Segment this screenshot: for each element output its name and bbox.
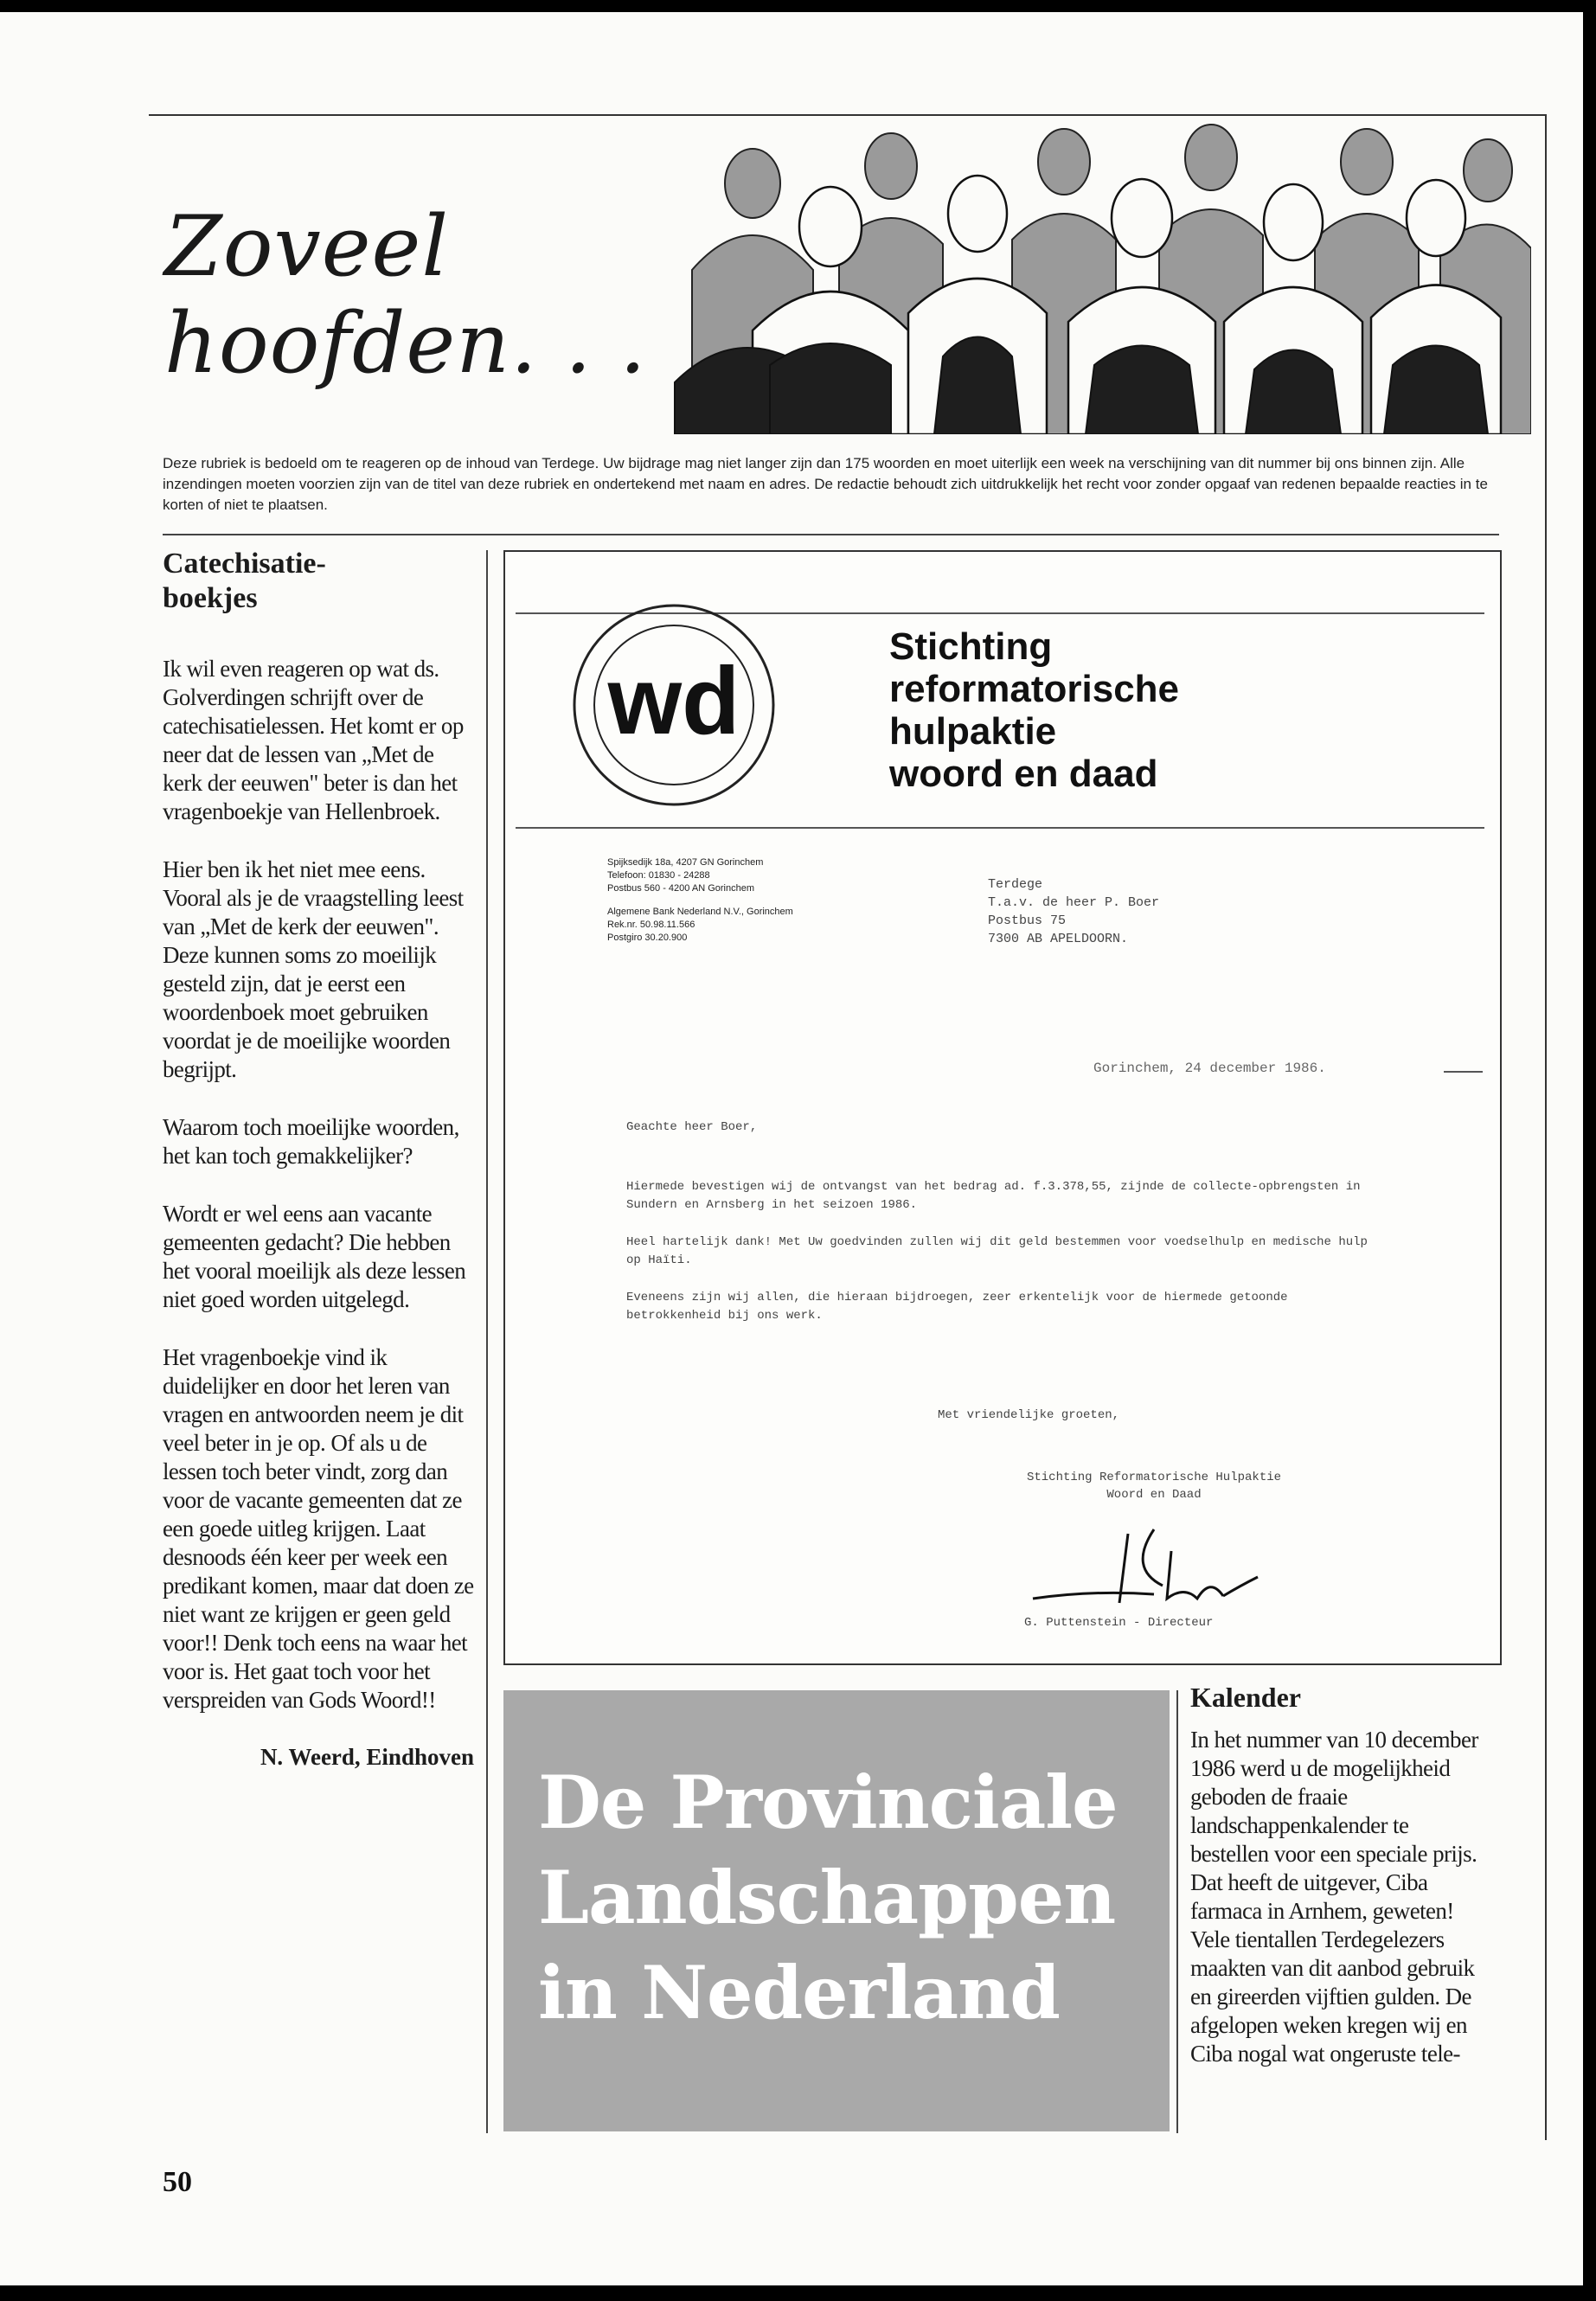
logo-text: wd [607, 648, 740, 754]
crowd-illustration [657, 123, 1531, 434]
intro-text: Deze rubriek is bedoeld om te reageren op de inhoud van Terdege. Uw bijdrage mag niet langer zijn dan 175 woorden en moet uiterlijk een week na verschijning van dit nummer bij ons binnen zijn. Alle inzendingen moeten voorzien zijn van de titel van deze rubriek en ondertekend met naam en adres. De redactie behoudt zich uitdrukkelijk het recht voor zonder opgaaf van redenen bepaalde reacties in te korten of niet te plaatsen. [163, 455, 1488, 513]
signing-organization [990, 1469, 1318, 1503]
calendar-promo-box [503, 1690, 1170, 2131]
article-paragraph: Waarom toch moeilijke woorden, het kan toch gemakkelijker? [163, 1114, 459, 1169]
bank-line: Algemene Bank Nederland N.V., Gorinchem [607, 907, 793, 917]
column-divider [1176, 1690, 1178, 2133]
letter-body [626, 1118, 1388, 1344]
heading-line-1: Catechisatie- [163, 548, 326, 580]
promo-line: De Provinciale [538, 1759, 1118, 1845]
promo-line: in Nederland [538, 1950, 1061, 2035]
column-title [164, 198, 647, 392]
letter-paragraph: Hiermede bevestigen wij de ontvangst van het bedrag ad. f.3.378,55, zijnde de collecte-opbrengsten in Sundern en Arnsberg in het seizoen 1986. [626, 1180, 1361, 1212]
reader-letter-article [163, 547, 474, 1771]
page-number: 50 [163, 2166, 192, 2198]
article-paragraph: Het vragenboekje vind ik duidelijker en door het leren van vragen en antwoorden neem je dit veel beter in je op. Of als u de lessen toch beter vindt, zorg dan voor de vacante gemeenten dat ze een goede uitleg krijgen. Laat desnoods één keer per week een predikant komen, maar dat doen ze niet want ze krijgen er geen geld voor!! Denk toch eens na waar het voor is. Het gaat toch voor het verspreiden van Gods Woord!! [163, 1344, 474, 1713]
recipient-line: Postbus 75 [988, 913, 1067, 928]
letterhead-organization [889, 625, 1179, 795]
letter-date: Gorinchem, 24 december 1986. [1093, 1061, 1326, 1076]
article-paragraph: Wordt er wel eens aan vacante gemeenten gedacht? Die hebben het vooral moeilijk als deze lessen niet goed worden uitgelegd. [163, 1201, 466, 1312]
kalender-text: In het nummer van 10 december 1986 werd u de mogelijkheid geboden de fraaie landschappenkalender te bestellen voor een speciale prijs. Dat heeft de uitgever, Ciba farmaca in Arnhem, geweten! Vele tientallen Terdegelezers maakten van dit aanbod gebruik en gireerden vijftien gulden. De afgelopen weken kregen wij en Ciba nogal wat ongeruste tele- [1190, 1727, 1478, 2067]
date-rule [1444, 1071, 1483, 1073]
column-divider [486, 550, 488, 2133]
org-line: hulpaktie [889, 710, 1057, 753]
heading-line-2: boekjes [163, 582, 258, 614]
article-heading [163, 547, 474, 616]
title-line-2: hoofden. . . [164, 295, 647, 392]
title-line-1: Zoveel [164, 198, 450, 295]
bank-line: Postgiro 30.20.900 [607, 933, 688, 943]
org-sign-line: Stichting Reformatorische Hulpaktie [1026, 1471, 1282, 1484]
header-rule [163, 534, 1499, 535]
bank-line: Rek.nr. 50.98.11.566 [607, 920, 695, 930]
recipient-address [988, 875, 1159, 948]
recipient-line: Terdege [988, 877, 1043, 892]
letter-signer: G. Puttenstein - Directeur [1024, 1616, 1214, 1630]
kalender-article [1190, 1682, 1484, 2068]
letter-paragraph: Eveneens zijn wij allen, die hieraan bijdroegen, zeer erkentelijk voor de hiermede getoonde betrokkenheid bij ons werk. [626, 1291, 1288, 1323]
recipient-line: 7300 AB APELDOORN. [988, 932, 1129, 946]
letter-paragraph: Heel hartelijk dank! Met Uw goedvinden zullen wij dit geld bestemmen voor voedselhulp en medische hulp op Haïti. [626, 1235, 1368, 1267]
org-sign-line: Woord en Daad [1106, 1488, 1202, 1502]
org-line: Stichting [889, 625, 1053, 668]
reproduced-letter [503, 550, 1502, 1665]
org-line: reformatorische [889, 668, 1180, 710]
article-paragraph: Ik wil even reageren op wat ds. Golverdingen schrijft over de catechisatielessen. Het komt er op neer dat de lessen van „Met de kerk der eeuwen" beter is dan het vragenboekje van Hellenbroek. [163, 656, 464, 824]
article-signature: N. Weerd, Eindhoven [260, 1744, 474, 1770]
address-line: Telefoon: 01830 - 24288 [607, 870, 710, 881]
recipient-line: T.a.v. de heer P. Boer [988, 895, 1160, 910]
promo-line: Landschappen [538, 1855, 1116, 1940]
address-line: Spijksedijk 18a, 4207 GN Gorinchem [607, 857, 764, 868]
kalender-heading: Kalender [1190, 1682, 1301, 1713]
sender-address [607, 856, 793, 945]
address-line: Postbus 560 - 4200 AN Gorinchem [607, 883, 754, 894]
letterhead-rule [516, 827, 1484, 829]
woord-en-daad-logo [566, 597, 782, 813]
letter-closing: Met vriendelijke groeten, [938, 1408, 1120, 1422]
handwritten-signature [1024, 1516, 1301, 1620]
org-line: woord en daad [889, 753, 1158, 795]
promo-title [538, 1755, 1118, 2041]
magazine-page [0, 12, 1583, 2285]
article-paragraph: Hier ben ik het niet mee eens. Vooral als je de vraagstelling leest van „Met de kerk der eeuwen". Deze kunnen soms zo moeilijk gesteld zijn, dat je eerst een woordenboek moet gebruiken voordat je de moeilijke woorden begrijpt. [163, 856, 464, 1082]
salutation: Geachte heer Boer, [626, 1120, 758, 1134]
